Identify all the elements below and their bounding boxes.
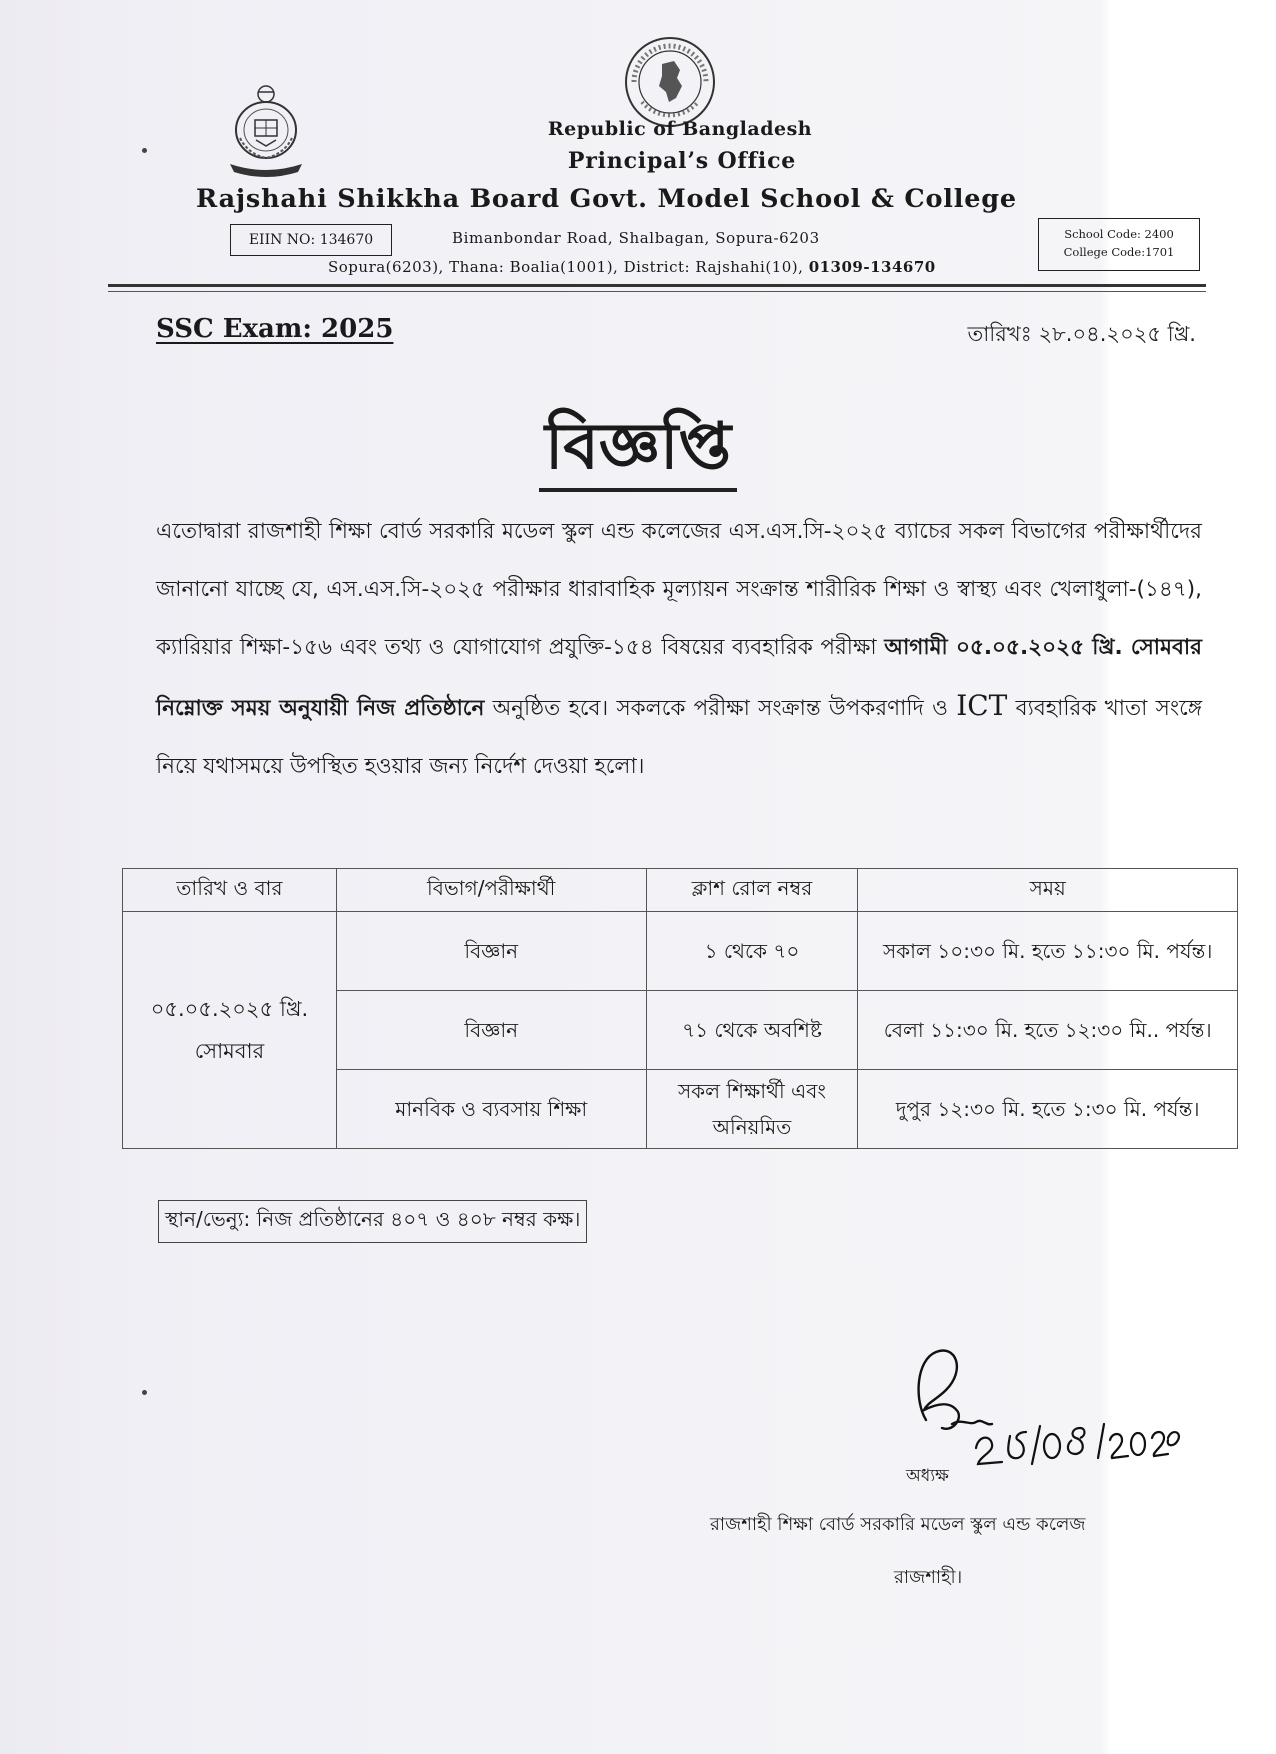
notice-body <box>156 503 1202 796</box>
time-cell: দুপুর ১২:৩০ মি. হতে ১:৩০ মি. পর্যন্ত। <box>858 1070 1238 1149</box>
handwritten-signature <box>906 1340 1196 1480</box>
eiin-box: EIIN NO: 134670 <box>230 224 392 256</box>
header-republic: Republic of Bangladesh <box>547 118 813 140</box>
notice-body-highlight: আগামী ০৫.০৫.২০২৫ খ্রি. সোমবার নিম্নোক্ত সময় অনুযায়ী নিজ প্রতিষ্ঠানে <box>156 635 1202 721</box>
header-school-name: Rajshahi Shikkha Board Govt. Model School & College <box>196 184 1017 214</box>
venue-box: স্থান/ভেন্যু: নিজ প্রতিষ্ঠানের ৪০৭ ও ৪০৮ নম্বর কক্ষ। <box>158 1200 587 1243</box>
codes-box <box>1038 218 1200 271</box>
notice-heading <box>0 398 1276 505</box>
group-cell: বিজ্ঞান <box>336 912 646 991</box>
bangladesh-seal-icon <box>622 34 718 130</box>
principal-designation: অধ্যক্ষ <box>906 1466 949 1486</box>
signature-city: রাজশাহী। <box>894 1567 963 1588</box>
punch-mark <box>142 1390 147 1395</box>
punch-mark <box>142 148 147 153</box>
exam-date-cell <box>123 912 337 1149</box>
college-code: College Code:1701 <box>1063 245 1175 259</box>
header-office: Principal’s Office <box>567 148 797 174</box>
header-divider-thin <box>108 291 1206 292</box>
notice-body-part1: এতোদ্বারা রাজশাহী শিক্ষা বোর্ড সরকারি মডেল স্কুল এন্ড কলেজের এস.এস.সি-২০২৫ ব্যাচের সকল বিভাগের পরীক্ষার্থীদের জানানো যাচ্ছে যে, এস.এস.সি-২০২৫ পরীক্ষার ধারাবাহিক মূল্যায়ন সংক্রান্ত শারীরিক শিক্ষা ও স্বাস্থ্য এবং খেলাধুলা-(১৪৭), ক্যারিয়ার শিক্ষা-১৫৬ এবং তথ্য ও যোগাযোগ প্রযুক্তি-১৫৪ বিষয়ের ব্যবহারিক পরীক্ষা <box>156 519 1202 660</box>
group-cell: বিজ্ঞান <box>336 991 646 1070</box>
notice-body-part5: ব্যবহারিক খাতা সংঙ্গে নিয়ে যথাসময়ে উপস্থিত হওয়ার জন্য নির্দেশ দেওয়া হলো। <box>156 696 1202 779</box>
column-header: বিভাগ/পরীক্ষার্থী <box>336 869 646 912</box>
schedule-table <box>122 868 1238 1149</box>
group-cell: মানবিক ও ব্যবসায় শিক্ষা <box>336 1070 646 1149</box>
exam-title: SSC Exam: 2025 <box>156 314 394 344</box>
address-line-2 <box>328 258 936 276</box>
time-cell: সকাল ১০:৩০ মি. হতে ১১:৩০ মি. পর্যন্ত। <box>858 912 1238 991</box>
roll-cell: ১ থেকে ৭০ <box>646 912 858 991</box>
table-row <box>123 912 1238 991</box>
roll-cell: সকল শিক্ষার্থী এবং অনিয়মিত <box>646 1070 858 1149</box>
exam-date: ০৫.০৫.২০২৫ খ্রি. <box>150 997 309 1021</box>
address-line-2-text: Sopura(6203), Thana: Boalia(1001), District: Rajshahi(10), <box>328 258 804 276</box>
column-header: ক্লাশ রোল নম্বর <box>646 869 858 912</box>
notice-body-part3: অনুষ্ঠিত হবে। সকলকে পরীক্ষা সংক্রান্ত উপকরণাদি ও <box>492 696 948 721</box>
signature-school-name: রাজশাহী শিক্ষা বোর্ড সরকারি মডেল স্কুল এন্ড কলেজ <box>710 1514 1086 1535</box>
roll-cell: ৭১ থেকে অবশিষ্ট <box>646 991 858 1070</box>
school-code: School Code: 2400 <box>1064 227 1174 241</box>
notice-body-ict: ICT <box>956 689 1008 722</box>
notice-heading-text: বিজ্ঞপ্তি <box>539 410 737 492</box>
phone-number: 01309-134670 <box>808 258 936 276</box>
address-line-1: Bimanbondar Road, Shalbagan, Sopura-6203 <box>452 229 820 247</box>
time-cell: বেলা ১১:৩০ মি. হতে ১২:৩০ মি.. পর্যন্ত। <box>858 991 1238 1070</box>
column-header: সময় <box>858 869 1238 912</box>
notice-date: তারিখঃ ২৮.০৪.২০২৫ খ্রি. <box>967 322 1196 346</box>
table-header-row <box>123 869 1238 912</box>
column-header: তারিখ ও বার <box>123 869 337 912</box>
exam-day: সোমবার <box>194 1039 265 1063</box>
header-divider-thick <box>108 284 1206 287</box>
